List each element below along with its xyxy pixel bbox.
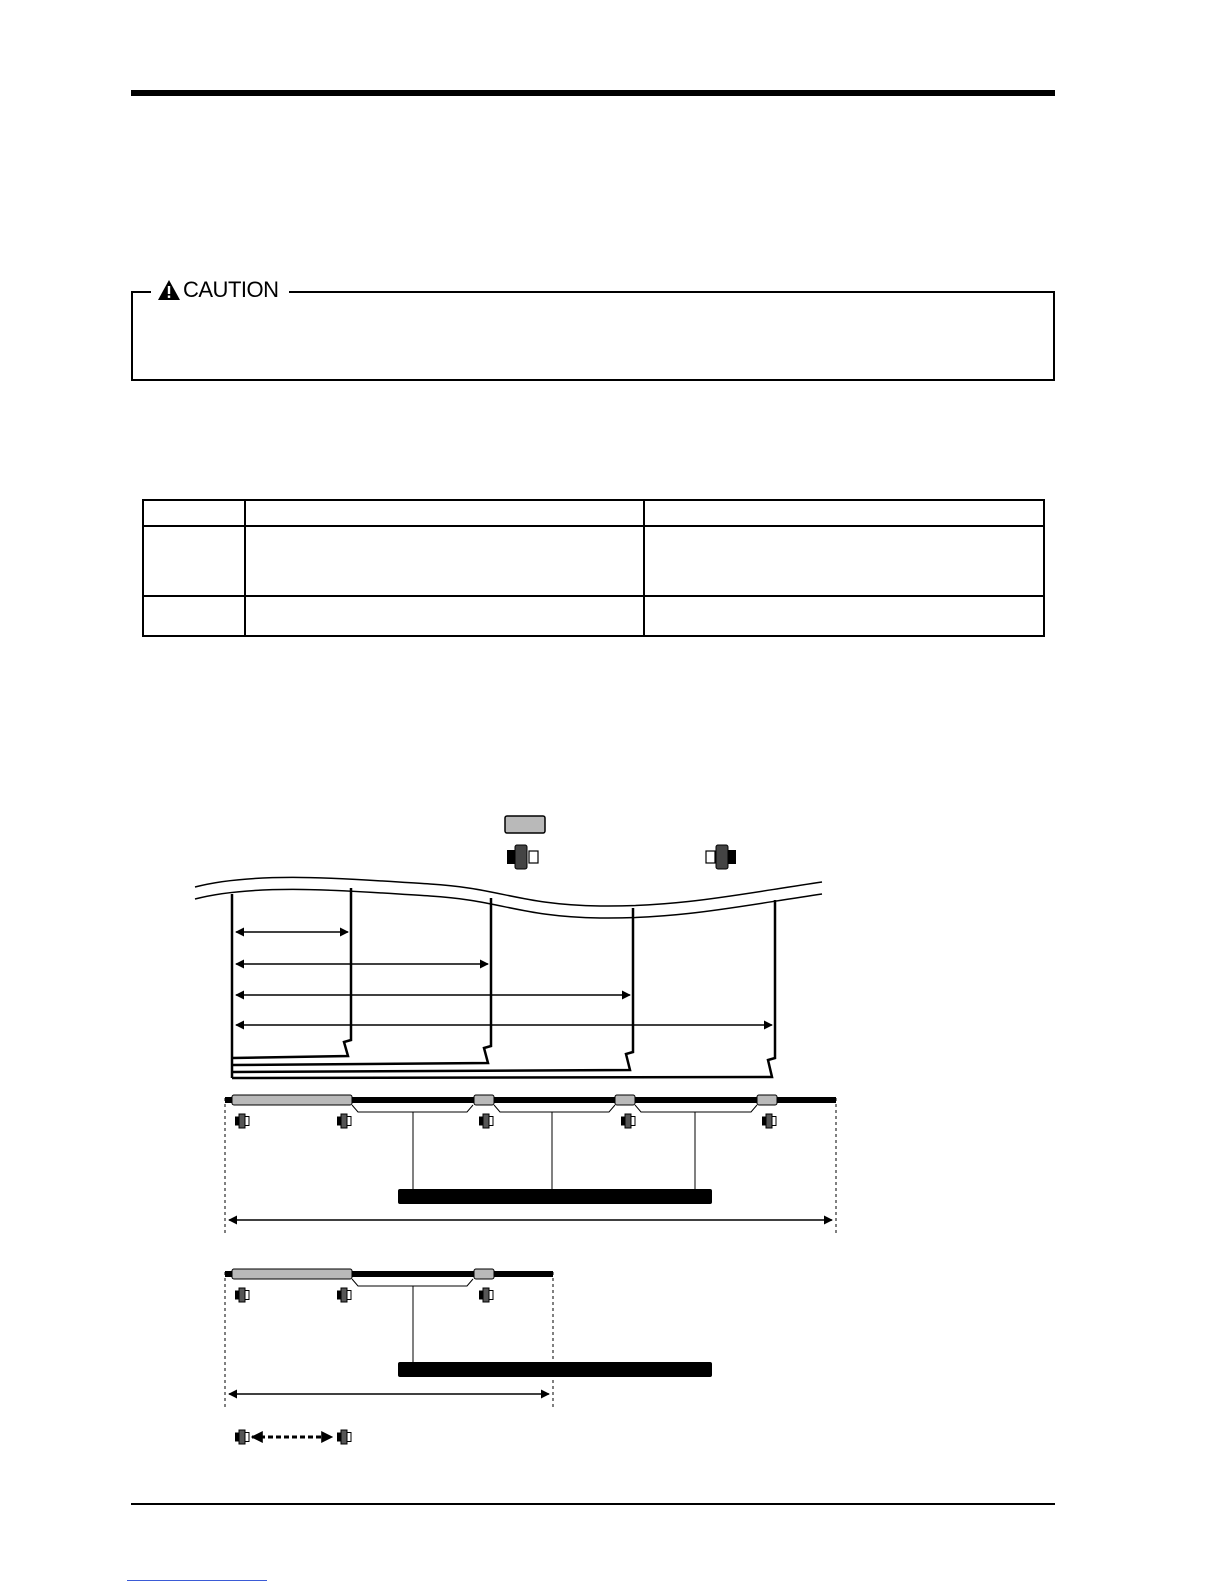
paper-wave xyxy=(195,877,822,906)
roller-icon xyxy=(337,1114,351,1128)
length-arrows xyxy=(236,932,772,1025)
roller-icon xyxy=(507,845,538,869)
roller-icon xyxy=(479,1288,493,1302)
roller-travel-legend xyxy=(235,1430,351,1444)
roller-icon xyxy=(235,1114,249,1128)
footer-rule xyxy=(131,1503,1055,1505)
roller-icon xyxy=(337,1430,351,1444)
footer-link-underline[interactable] xyxy=(127,1580,267,1581)
timeline-upper xyxy=(225,1095,836,1236)
roller-icon xyxy=(762,1114,776,1128)
caution-title: CAUTION xyxy=(183,277,279,302)
page-edges xyxy=(232,888,775,1078)
roller-icon xyxy=(621,1114,635,1128)
roller-icon xyxy=(706,845,736,869)
roller-icon xyxy=(235,1288,249,1302)
paper-icon xyxy=(505,816,545,833)
timeline-lower xyxy=(225,1269,712,1410)
roller-icon xyxy=(337,1288,351,1302)
roller-icon xyxy=(479,1114,493,1128)
roller-icon xyxy=(235,1430,249,1444)
